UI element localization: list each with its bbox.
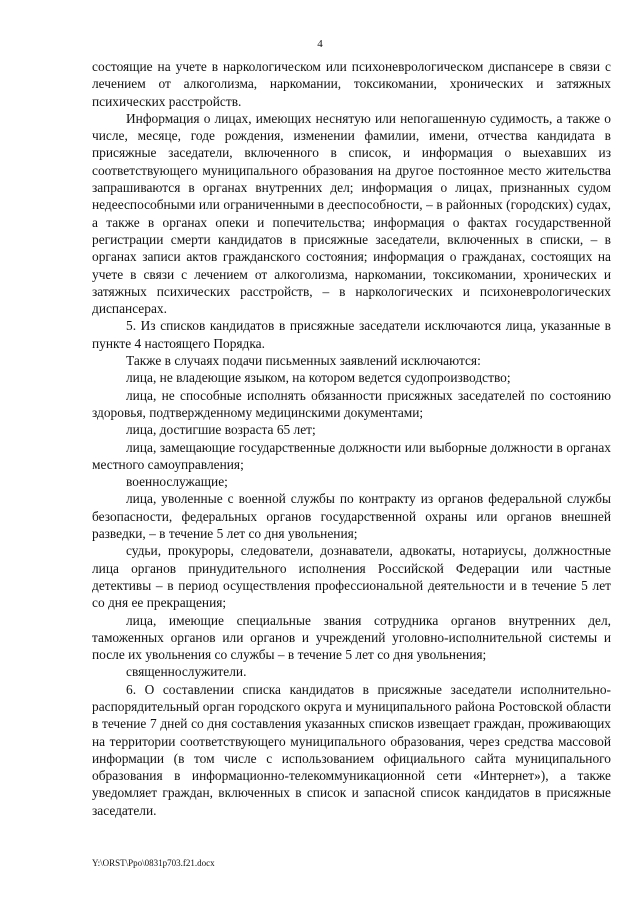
paragraph: Также в случаях подачи письменных заявлений исключаются: xyxy=(126,353,481,369)
document-body xyxy=(92,58,611,819)
paragraph: судьи, прокуроры, следователи, дознаватели, адвокаты, нотариусы, должностные лица органов принудительного исполнения Российской Федерации или частные детективы – в период осуществления профессиональной деятельности и в течение 5 лет со дня ее прекращения; xyxy=(92,543,611,611)
paragraph: Информация о лицах, имеющих неснятую или непогашенную судимость, а также о числе, месяце, годе рождения, изменении фамилии, имени, отчества кандидата в присяжные заседатели, включенного в список, и информация о выехавших из соответствующего муниципального образования на другое постоянное место жительства запрашиваются в органах внутренних дел; информация о лицах, признанных судом недееспособными или ограниченными в дееспособности, – в районных (городских) судах, а также в органах опеки и попечительства; информация о фактах государственной регистрации смерти кандидатов в присяжные заседатели, включенных в списки, – в органах записи актов гражданского состояния; информация о гражданах, состоящих на учете в связи с лечением от алкоголизма, наркомании, токсикомании, хронических и затяжных психических расстройств, – в наркологических и психоневрологических диспансерах. xyxy=(92,110,611,317)
paragraph: лица, замещающие государственные должности или выборные должности в органах местного самоуправления; xyxy=(92,439,611,472)
paragraph: 5. Из списков кандидатов в присяжные заседатели исключаются лица, указанные в пункте 4 настоящего Порядка. xyxy=(92,318,611,351)
paragraph: лица, не способные исполнять обязанности присяжных заседателей по состоянию здоровья, подтвержденному медицинскими документами; xyxy=(92,387,611,420)
paragraph: лица, не владеющие языком, на котором ведется судопроизводство; xyxy=(126,370,511,386)
page-number: 4 xyxy=(317,38,323,50)
paragraph: военнослужащие; xyxy=(126,474,228,490)
file-path-footer: Y:\ORST\Ppo\0831p703.f21.docx xyxy=(92,858,215,868)
paragraph: состоящие на учете в наркологическом или психоневрологическом диспансере в связи с лечением от алкоголизма, наркомании, токсикомании, хронических и затяжных психических расстройств. xyxy=(92,59,611,109)
paragraph: лица, достигшие возраста 65 лет; xyxy=(126,422,316,438)
paragraph: 6. О составлении списка кандидатов в присяжные заседатели исполнительно-распорядительный орган городского округа и муниципального района Ростовской области в течение 7 дней со дня составления указанных списков извещает граждан, проживающих на территории соответствующего муниципального образования, через средства массовой информации (в том числе с использованием официального сайта муниципального образования в информационно-телекоммуникационной сети «Интернет»), а также уведомляет граждан, включенных в список и запасной список кандидатов в присяжные заседатели. xyxy=(92,681,611,818)
paragraph: лица, имеющие специальные звания сотрудника органов внутренних дел, таможенных органов или органов и учреждений уголовно-исполнительной системы и после их увольнения со службы – в течение 5 лет со дня увольнения; xyxy=(92,612,611,663)
paragraph: лица, уволенные с военной службы по контракту из органов федеральной службы безопасности, федеральных органов государственной охраны или органов внешней разведки, – в течение 5 лет со дня увольнения; xyxy=(92,491,611,542)
paragraph: священнослужители. xyxy=(126,664,247,680)
